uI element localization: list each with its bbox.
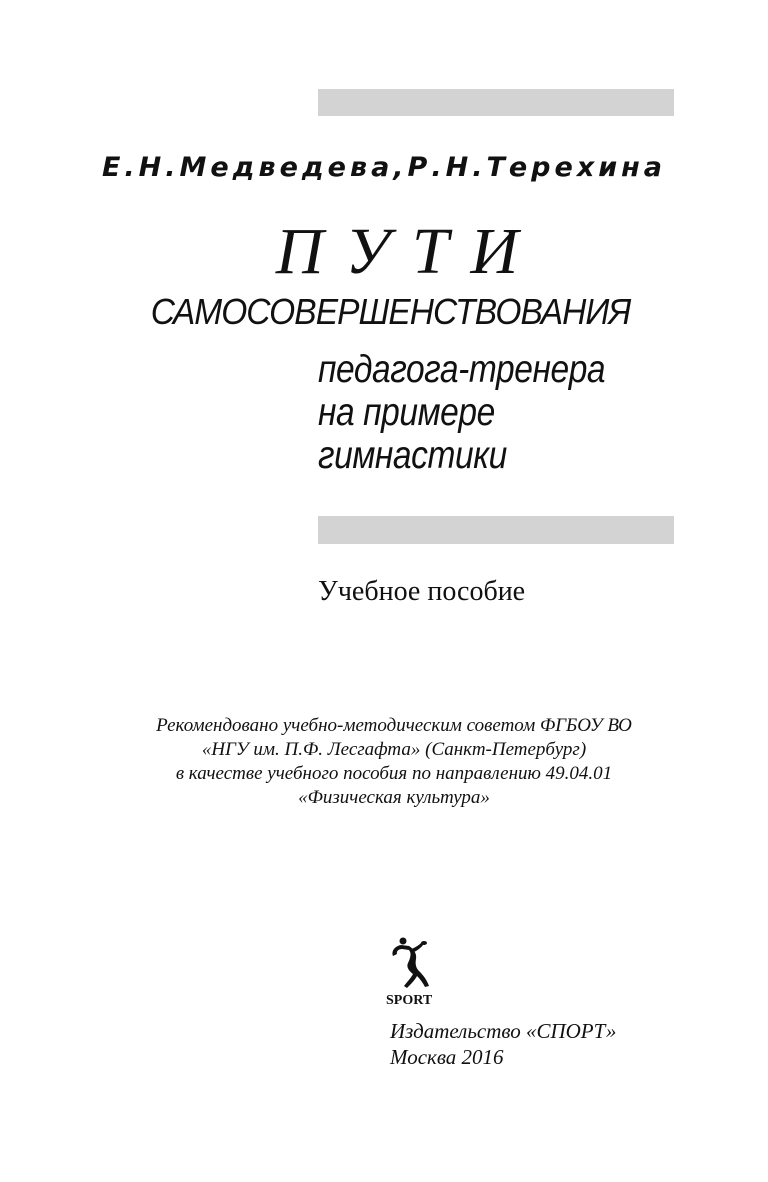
title-main: ПУТИ: [275, 215, 541, 288]
document-type: Учебное пособие: [318, 576, 526, 607]
title-line-5: гимнастики: [318, 434, 507, 477]
title-rest: [318, 348, 679, 477]
publisher: [390, 1018, 616, 1070]
logo-text: SPORT: [386, 993, 433, 1008]
authors: Е.Н.Медведева,Р.Н.Терехина: [101, 152, 667, 183]
title-line-4: на примере: [318, 391, 495, 434]
decorative-bar-top: [318, 89, 674, 116]
recommendation: [0, 714, 768, 810]
decorative-bar-bottom: [318, 516, 674, 544]
title-subtitle: САМОСОВЕРШЕНСТВОВАНИЯ: [150, 291, 631, 332]
title-line-3: педагога-тренера: [318, 348, 606, 391]
recommendation-line-1: Рекомендовано учебно-методическим советом ФГБОУ ВО: [156, 715, 632, 736]
recommendation-line-2: «НГУ им. П.Ф. Лесгафта» (Санкт-Петербург): [201, 739, 587, 760]
publisher-city-year: Москва 2016: [390, 1045, 504, 1069]
publisher-name: Издательство «СПОРТ»: [390, 1019, 617, 1043]
recommendation-line-4: «Физическая культура»: [298, 787, 490, 808]
recommendation-line-3: в качестве учебного пособия по направлению 49.04.01: [175, 763, 613, 784]
